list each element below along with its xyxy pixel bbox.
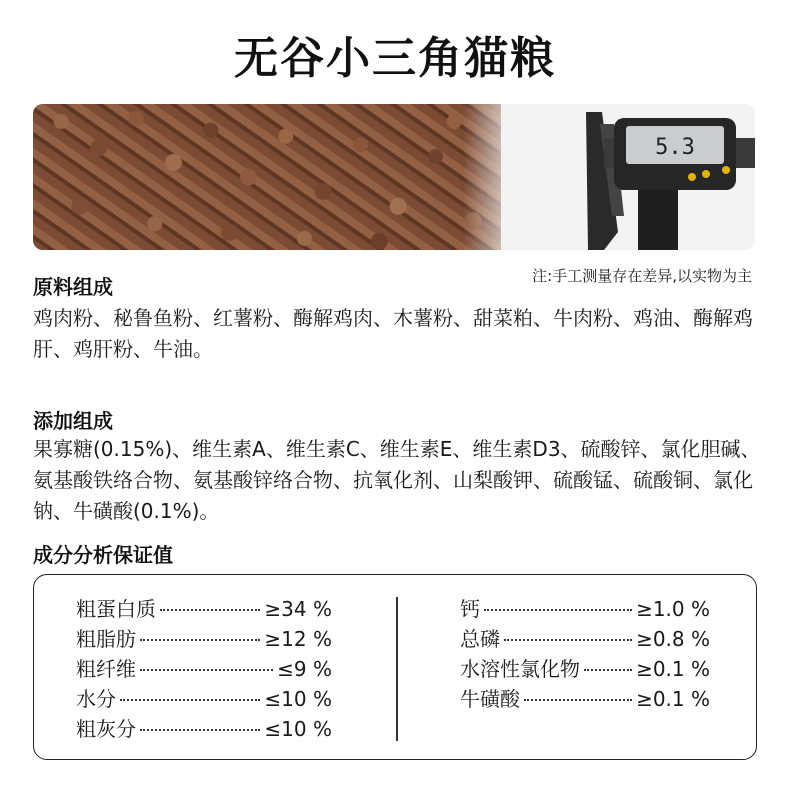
caliper-image bbox=[578, 104, 755, 250]
nutrition-left-column bbox=[76, 593, 332, 743]
nutrient-value: ≥1.0 % bbox=[636, 597, 710, 621]
nutrition-row bbox=[76, 653, 332, 683]
nutrient-value: ≤10 % bbox=[264, 687, 332, 711]
dot-leader bbox=[140, 669, 273, 671]
dot-leader bbox=[584, 669, 632, 671]
nutrient-value: ≥0.8 % bbox=[636, 627, 710, 651]
nutrient-value: ≥0.1 % bbox=[636, 657, 710, 681]
additives-heading: 添加组成 bbox=[33, 409, 113, 433]
photo-fade bbox=[463, 104, 523, 250]
nutrient-value: ≥34 % bbox=[264, 597, 332, 621]
dot-leader bbox=[484, 609, 632, 611]
nutrient-label: 牛磺酸 bbox=[460, 687, 520, 711]
nutrition-row bbox=[76, 713, 332, 743]
nutrient-label: 粗灰分 bbox=[76, 717, 136, 741]
nutrition-row bbox=[460, 653, 710, 683]
nutrition-row bbox=[460, 623, 710, 653]
nutrient-value: ≥0.1 % bbox=[636, 687, 710, 711]
nutrient-label: 钙 bbox=[460, 597, 480, 621]
dot-leader bbox=[120, 699, 260, 701]
nutrient-label: 粗纤维 bbox=[76, 657, 136, 681]
product-photo-strip bbox=[33, 104, 755, 250]
nutrition-row bbox=[460, 683, 710, 713]
measurement-note: 注:手工测量存在差异,以实物为主 bbox=[532, 267, 752, 285]
nutrient-label: 水溶性氯化物 bbox=[460, 657, 580, 681]
dot-leader bbox=[504, 639, 632, 641]
nutrient-value: ≤10 % bbox=[264, 717, 332, 741]
additives-text: 果寡糖(0.15%)、维生素A、维生素C、维生素E、维生素D3、硫酸锌、氯化胆碱、氨基酸铁络合物、氨基酸锌络合物、抗氧化剂、山梨酸钾、硫酸锰、硫酸铜、氯化钠、牛磺酸(0.1%)。 bbox=[33, 437, 761, 523]
nutrient-label: 总磷 bbox=[460, 627, 500, 651]
nutrition-row bbox=[76, 683, 332, 713]
nutrient-value: ≤9 % bbox=[277, 657, 332, 681]
kibble-photo bbox=[33, 104, 501, 250]
nutrition-table bbox=[33, 574, 757, 760]
ingredients-text: 鸡肉粉、秘鲁鱼粉、红薯粉、酶解鸡肉、木薯粉、甜菜粕、牛肉粉、鸡油、酶解鸡肝、鸡肝粉、牛油。 bbox=[33, 306, 753, 361]
page-title: 无谷小三角猫粮 bbox=[234, 33, 556, 84]
dot-leader bbox=[140, 639, 260, 641]
nutrient-label: 粗脂肪 bbox=[76, 627, 136, 651]
nutrient-label: 粗蛋白质 bbox=[76, 597, 156, 621]
column-divider bbox=[396, 597, 398, 741]
nutrient-label: 水分 bbox=[76, 687, 116, 711]
analysis-heading: 成分分析保证值 bbox=[33, 543, 173, 567]
dot-leader bbox=[140, 729, 260, 731]
nutrition-row bbox=[76, 623, 332, 653]
dot-leader bbox=[160, 609, 260, 611]
nutrition-right-column bbox=[460, 593, 710, 713]
nutrition-row bbox=[460, 593, 710, 623]
dot-leader bbox=[524, 699, 632, 701]
nutrition-row bbox=[76, 593, 332, 623]
nutrient-value: ≥12 % bbox=[264, 627, 332, 651]
caliper-reading: 5.3 bbox=[655, 135, 695, 160]
ingredients-heading: 原料组成 bbox=[33, 275, 113, 299]
